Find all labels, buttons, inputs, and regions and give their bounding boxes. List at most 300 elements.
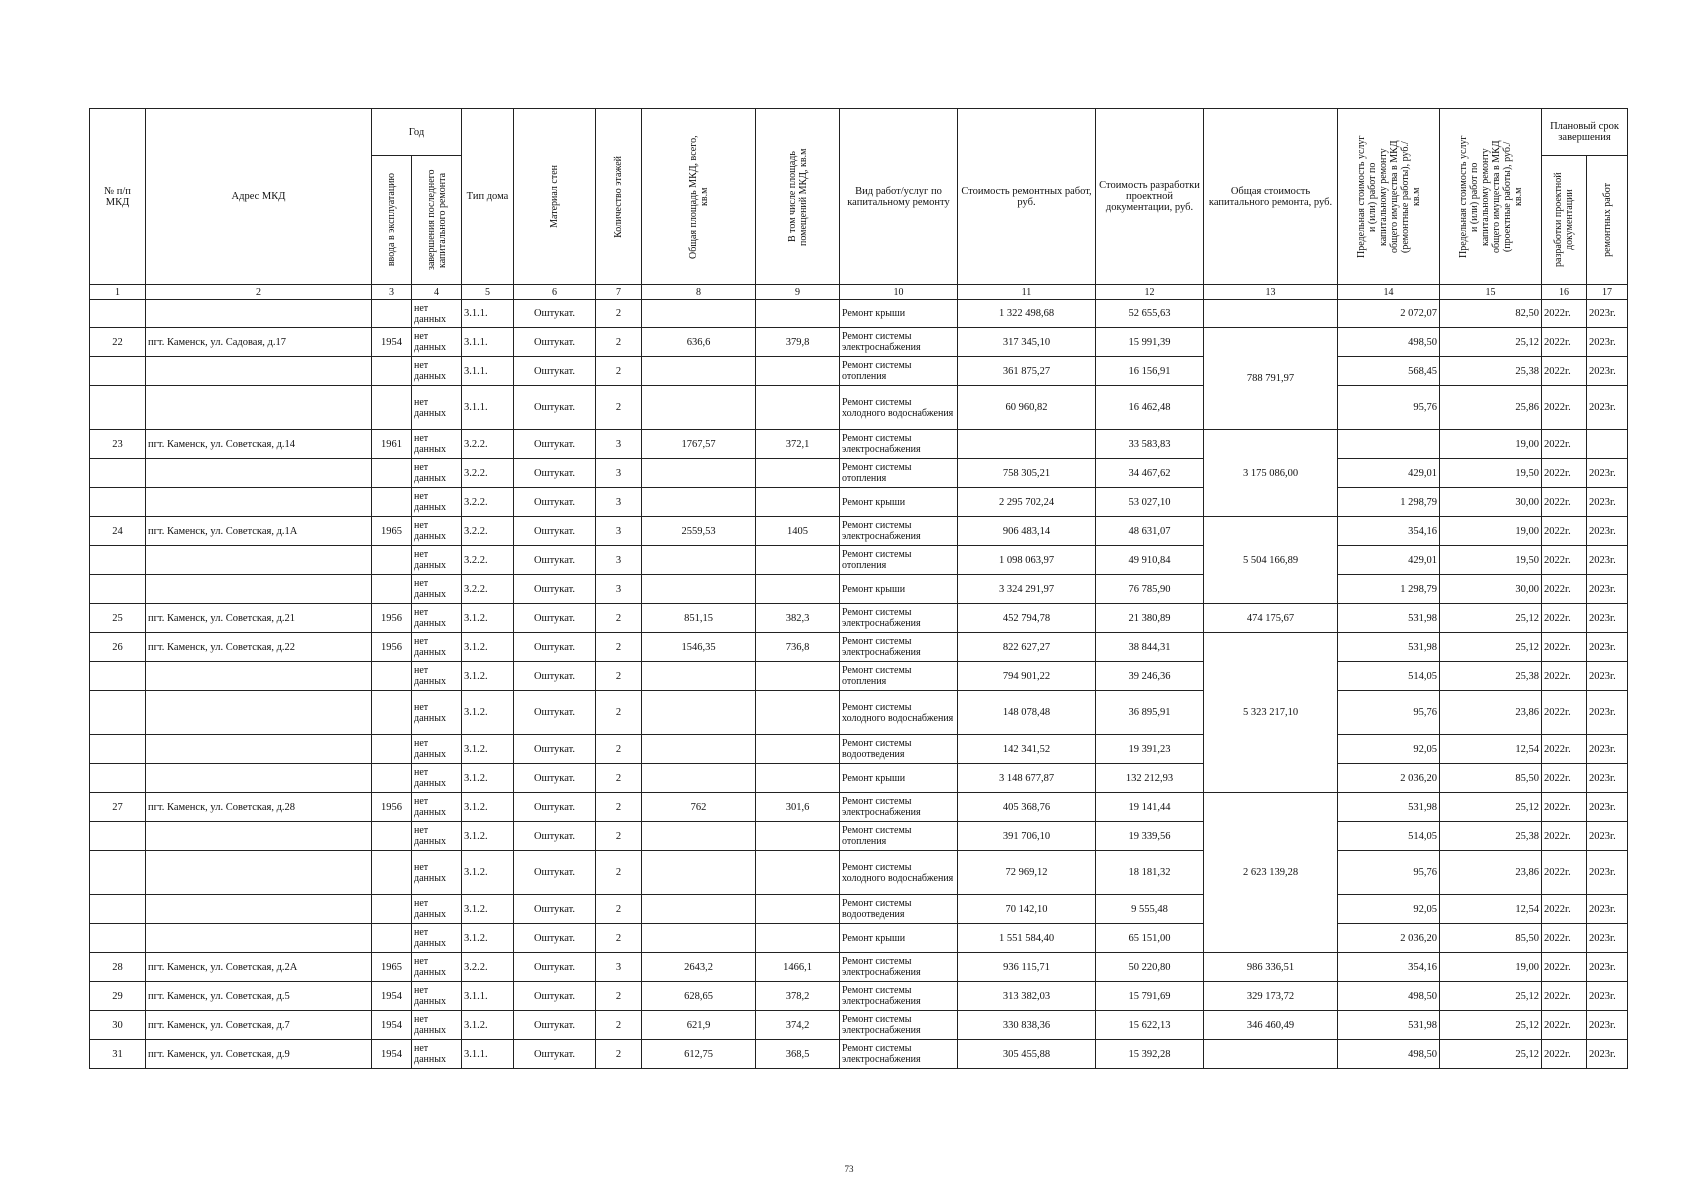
cell-address (146, 924, 372, 953)
cell-num: 23 (90, 430, 146, 459)
cell-walls: Оштукат. (514, 691, 596, 735)
cell-limit-design: 25,38 (1440, 822, 1542, 851)
cell-num: 22 (90, 328, 146, 357)
table-row (90, 1011, 1628, 1040)
cell-deadline-design: 2022г. (1542, 386, 1587, 430)
cell-area-premises: 1405 (756, 517, 840, 546)
cell-house-type: 3.1.2. (462, 633, 514, 662)
header-work-type: Вид работ/услуг по капитальному ремонту (840, 109, 958, 285)
cell-limit-design: 19,00 (1440, 430, 1542, 459)
cell-deadline-repair: 2023г. (1587, 662, 1628, 691)
header-deadline-design: разработки проектной документации (1542, 156, 1587, 285)
column-number: 16 (1542, 285, 1587, 300)
cell-cost-total: 474 175,67 (1204, 604, 1338, 633)
cell-area-total: 1546,35 (642, 633, 756, 662)
cell-cost-design: 53 027,10 (1096, 488, 1204, 517)
cell-work-type: Ремонт системы электроснабжения (840, 982, 958, 1011)
table-row (90, 822, 1628, 851)
cell-num (90, 488, 146, 517)
cell-cost-design: 15 991,39 (1096, 328, 1204, 357)
cell-floors: 2 (596, 604, 642, 633)
cell-year-last-repair: нет данных (412, 386, 462, 430)
column-number: 3 (372, 285, 412, 300)
cell-house-type: 3.2.2. (462, 575, 514, 604)
cell-year-last-repair: нет данных (412, 1040, 462, 1069)
cell-cost-design: 33 583,83 (1096, 430, 1204, 459)
cell-work-type: Ремонт системы отопления (840, 546, 958, 575)
cell-area-premises: 382,3 (756, 604, 840, 633)
cell-area-premises (756, 691, 840, 735)
cell-cost-repair: 1 322 498,68 (958, 300, 1096, 328)
cell-cost-repair: 2 295 702,24 (958, 488, 1096, 517)
cell-year-commission: 1965 (372, 517, 412, 546)
cell-house-type: 3.1.2. (462, 1011, 514, 1040)
header-year: Год (372, 109, 462, 156)
cell-limit-repair: 531,98 (1338, 604, 1440, 633)
cell-house-type: 3.1.2. (462, 735, 514, 764)
cell-house-type: 3.1.2. (462, 924, 514, 953)
cell-cost-design: 19 141,44 (1096, 793, 1204, 822)
cell-limit-repair: 95,76 (1338, 691, 1440, 735)
cell-year-commission (372, 895, 412, 924)
cell-house-type: 3.2.2. (462, 459, 514, 488)
cell-work-type: Ремонт системы холодного водоснабжения (840, 386, 958, 430)
table-row (90, 691, 1628, 735)
cell-address (146, 386, 372, 430)
cell-num (90, 895, 146, 924)
cell-house-type: 3.2.2. (462, 488, 514, 517)
cell-year-commission: 1956 (372, 633, 412, 662)
cell-floors: 2 (596, 793, 642, 822)
cell-area-premises (756, 662, 840, 691)
cell-address (146, 764, 372, 793)
column-number: 17 (1587, 285, 1628, 300)
cell-limit-design: 25,12 (1440, 793, 1542, 822)
cell-walls: Оштукат. (514, 328, 596, 357)
cell-deadline-repair: 2023г. (1587, 459, 1628, 488)
cell-area-total (642, 386, 756, 430)
cell-area-total (642, 735, 756, 764)
cell-cost-repair: 1 098 063,97 (958, 546, 1096, 575)
cell-limit-design: 19,00 (1440, 517, 1542, 546)
cell-area-premises: 301,6 (756, 793, 840, 822)
cell-deadline-design: 2022г. (1542, 953, 1587, 982)
cell-floors: 2 (596, 1040, 642, 1069)
cell-limit-design: 12,54 (1440, 735, 1542, 764)
cell-limit-repair: 429,01 (1338, 546, 1440, 575)
cell-deadline-design: 2022г. (1542, 793, 1587, 822)
table-row (90, 662, 1628, 691)
header-house-type: Тип дома (462, 109, 514, 285)
cell-address (146, 300, 372, 328)
cell-cost-total: 788 791,97 (1204, 328, 1338, 430)
cell-year-last-repair: нет данных (412, 691, 462, 735)
cell-deadline-design: 2022г. (1542, 764, 1587, 793)
cell-area-total (642, 546, 756, 575)
cell-deadline-repair (1587, 430, 1628, 459)
cell-deadline-repair: 2023г. (1587, 575, 1628, 604)
header-limit-design: Предельная стоимость услуг и (или) работ по капитальному ремонту общего имущества в МКД (проектные работы), руб./кв.м (1440, 109, 1542, 285)
cell-cost-repair: 405 368,76 (958, 793, 1096, 822)
cell-area-total (642, 895, 756, 924)
cell-walls: Оштукат. (514, 764, 596, 793)
cell-cost-repair: 317 345,10 (958, 328, 1096, 357)
cell-year-commission: 1954 (372, 982, 412, 1011)
cell-deadline-design: 2022г. (1542, 300, 1587, 328)
cell-year-last-repair: нет данных (412, 895, 462, 924)
cell-floors: 2 (596, 662, 642, 691)
header-year-last-repair: завершения последнего капитального ремонта (412, 156, 462, 285)
table-row (90, 764, 1628, 793)
cell-floors: 3 (596, 430, 642, 459)
cell-work-type: Ремонт системы электроснабжения (840, 604, 958, 633)
cell-limit-repair: 2 036,20 (1338, 764, 1440, 793)
cell-address: пгт. Каменск, ул. Советская, д.5 (146, 982, 372, 1011)
column-number: 4 (412, 285, 462, 300)
cell-cost-design: 36 895,91 (1096, 691, 1204, 735)
cell-area-premises: 374,2 (756, 1011, 840, 1040)
header-address: Адрес МКД (146, 109, 372, 285)
cell-cost-total: 3 175 086,00 (1204, 430, 1338, 517)
cell-num (90, 386, 146, 430)
cell-deadline-repair: 2023г. (1587, 1011, 1628, 1040)
header-cost-total: Общая стоимость капитального ремонта, руб. (1204, 109, 1338, 285)
cell-year-commission: 1956 (372, 604, 412, 633)
cell-deadline-design: 2022г. (1542, 851, 1587, 895)
cell-year-last-repair: нет данных (412, 459, 462, 488)
cell-cost-design: 38 844,31 (1096, 633, 1204, 662)
cell-work-type: Ремонт системы электроснабжения (840, 328, 958, 357)
cell-cost-repair: 1 551 584,40 (958, 924, 1096, 953)
cell-limit-repair: 514,05 (1338, 822, 1440, 851)
header-year-commission: ввода в эксплуатацию (372, 156, 412, 285)
cell-limit-design: 25,12 (1440, 633, 1542, 662)
cell-work-type: Ремонт системы водоотведения (840, 735, 958, 764)
cell-deadline-design: 2022г. (1542, 459, 1587, 488)
cell-limit-design: 30,00 (1440, 488, 1542, 517)
cell-year-last-repair: нет данных (412, 764, 462, 793)
cell-cost-design: 65 151,00 (1096, 924, 1204, 953)
cell-limit-design: 23,86 (1440, 851, 1542, 895)
cell-address: пгт. Каменск, ул. Советская, д.9 (146, 1040, 372, 1069)
cell-work-type: Ремонт системы отопления (840, 662, 958, 691)
table-row (90, 953, 1628, 982)
cell-year-commission (372, 735, 412, 764)
cell-cost-total (1204, 1040, 1338, 1069)
cell-area-total (642, 300, 756, 328)
cell-cost-design: 132 212,93 (1096, 764, 1204, 793)
cell-year-last-repair: нет данных (412, 633, 462, 662)
cell-deadline-repair: 2023г. (1587, 691, 1628, 735)
cell-cost-total: 5 504 166,89 (1204, 517, 1338, 604)
cell-limit-design: 19,50 (1440, 459, 1542, 488)
column-number: 7 (596, 285, 642, 300)
cell-cost-design: 18 181,32 (1096, 851, 1204, 895)
cell-cost-design: 21 380,89 (1096, 604, 1204, 633)
cell-house-type: 3.1.2. (462, 851, 514, 895)
cell-cost-design: 52 655,63 (1096, 300, 1204, 328)
cell-deadline-design: 2022г. (1542, 822, 1587, 851)
table-row (90, 633, 1628, 662)
cell-limit-design: 30,00 (1440, 575, 1542, 604)
cell-floors: 2 (596, 1011, 642, 1040)
cell-address: пгт. Каменск, ул. Советская, д.1А (146, 517, 372, 546)
cell-limit-repair: 531,98 (1338, 793, 1440, 822)
cell-limit-repair: 429,01 (1338, 459, 1440, 488)
cell-year-commission (372, 546, 412, 575)
cell-walls: Оштукат. (514, 1040, 596, 1069)
cell-walls: Оштукат. (514, 953, 596, 982)
cell-cost-design: 76 785,90 (1096, 575, 1204, 604)
cell-limit-repair: 514,05 (1338, 662, 1440, 691)
cell-address: пгт. Каменск, ул. Садовая, д.17 (146, 328, 372, 357)
cell-cost-design: 16 156,91 (1096, 357, 1204, 386)
cell-num (90, 924, 146, 953)
cell-address: пгт. Каменск, ул. Советская, д.21 (146, 604, 372, 633)
cell-limit-repair (1338, 430, 1440, 459)
cell-year-commission: 1961 (372, 430, 412, 459)
cell-deadline-repair: 2023г. (1587, 633, 1628, 662)
cell-address (146, 735, 372, 764)
column-number: 12 (1096, 285, 1204, 300)
cell-cost-total: 329 173,72 (1204, 982, 1338, 1011)
cell-house-type: 3.1.2. (462, 662, 514, 691)
cell-limit-repair: 92,05 (1338, 735, 1440, 764)
cell-year-commission (372, 300, 412, 328)
header-area-premises: В том числе площадь помещений МКД, кв.м (756, 109, 840, 285)
header-deadline-repair: ремонтных работ (1587, 156, 1628, 285)
cell-deadline-repair: 2023г. (1587, 735, 1628, 764)
cell-deadline-repair: 2023г. (1587, 1040, 1628, 1069)
cell-num: 24 (90, 517, 146, 546)
cell-deadline-design: 2022г. (1542, 328, 1587, 357)
cell-deadline-design: 2022г. (1542, 895, 1587, 924)
cell-deadline-design: 2022г. (1542, 982, 1587, 1011)
table-row (90, 386, 1628, 430)
cell-area-premises (756, 575, 840, 604)
cell-deadline-repair: 2023г. (1587, 953, 1628, 982)
cell-deadline-repair: 2023г. (1587, 386, 1628, 430)
cell-limit-repair: 354,16 (1338, 953, 1440, 982)
cell-limit-design: 25,12 (1440, 1011, 1542, 1040)
cell-house-type: 3.1.2. (462, 604, 514, 633)
cell-year-commission (372, 662, 412, 691)
cell-limit-repair: 92,05 (1338, 895, 1440, 924)
cell-year-commission (372, 357, 412, 386)
cell-year-last-repair: нет данных (412, 1011, 462, 1040)
cell-area-premises (756, 300, 840, 328)
cell-address (146, 662, 372, 691)
table-body (90, 300, 1628, 1069)
cell-floors: 2 (596, 735, 642, 764)
header-walls: Материал стен (514, 109, 596, 285)
cell-walls: Оштукат. (514, 851, 596, 895)
cell-work-type: Ремонт системы водоотведения (840, 895, 958, 924)
cell-area-premises (756, 851, 840, 895)
cell-area-total: 612,75 (642, 1040, 756, 1069)
cell-walls: Оштукат. (514, 357, 596, 386)
cell-limit-design: 25,38 (1440, 357, 1542, 386)
cell-limit-design: 25,12 (1440, 604, 1542, 633)
cell-area-total (642, 662, 756, 691)
cell-house-type: 3.2.2. (462, 953, 514, 982)
table-row (90, 488, 1628, 517)
cell-area-premises: 372,1 (756, 430, 840, 459)
cell-work-type: Ремонт крыши (840, 764, 958, 793)
cell-work-type: Ремонт системы холодного водоснабжения (840, 851, 958, 895)
cell-address (146, 851, 372, 895)
cell-work-type: Ремонт крыши (840, 575, 958, 604)
cell-num: 31 (90, 1040, 146, 1069)
cell-year-commission (372, 822, 412, 851)
cell-cost-repair: 794 901,22 (958, 662, 1096, 691)
cell-walls: Оштукат. (514, 488, 596, 517)
cell-num: 30 (90, 1011, 146, 1040)
cell-floors: 2 (596, 300, 642, 328)
cell-year-last-repair: нет данных (412, 604, 462, 633)
cell-floors: 3 (596, 459, 642, 488)
cell-num (90, 546, 146, 575)
cell-address: пгт. Каменск, ул. Советская, д.28 (146, 793, 372, 822)
header-area-total: Общая площадь МКД, всего, кв.м (642, 109, 756, 285)
cell-year-commission (372, 924, 412, 953)
table-row (90, 851, 1628, 895)
table-row (90, 575, 1628, 604)
cell-walls: Оштукат. (514, 895, 596, 924)
cell-num (90, 851, 146, 895)
cell-floors: 2 (596, 328, 642, 357)
cell-work-type: Ремонт системы электроснабжения (840, 633, 958, 662)
cell-deadline-design: 2022г. (1542, 575, 1587, 604)
cell-deadline-repair: 2023г. (1587, 764, 1628, 793)
cell-num: 27 (90, 793, 146, 822)
cell-address (146, 459, 372, 488)
cell-num: 26 (90, 633, 146, 662)
cell-address (146, 546, 372, 575)
cell-house-type: 3.1.1. (462, 982, 514, 1011)
cell-walls: Оштукат. (514, 300, 596, 328)
cell-limit-design: 23,86 (1440, 691, 1542, 735)
cell-limit-repair: 531,98 (1338, 1011, 1440, 1040)
cell-year-last-repair: нет данных (412, 546, 462, 575)
cell-work-type: Ремонт системы электроснабжения (840, 793, 958, 822)
cell-house-type: 3.1.2. (462, 895, 514, 924)
column-number-row (90, 285, 1628, 300)
cell-deadline-design: 2022г. (1542, 430, 1587, 459)
cell-area-total: 628,65 (642, 982, 756, 1011)
cell-house-type: 3.1.2. (462, 691, 514, 735)
cell-work-type: Ремонт системы электроснабжения (840, 953, 958, 982)
cell-cost-design: 49 910,84 (1096, 546, 1204, 575)
cell-num (90, 300, 146, 328)
cell-deadline-repair: 2023г. (1587, 300, 1628, 328)
cell-area-total (642, 764, 756, 793)
cell-area-total (642, 822, 756, 851)
cell-limit-design: 19,50 (1440, 546, 1542, 575)
header-cost-repair: Стоимость ремонтных работ, руб. (958, 109, 1096, 285)
cell-area-total (642, 488, 756, 517)
table-row (90, 895, 1628, 924)
cell-house-type: 3.2.2. (462, 430, 514, 459)
cell-num (90, 764, 146, 793)
cell-year-commission: 1954 (372, 1040, 412, 1069)
table-row (90, 430, 1628, 459)
cell-walls: Оштукат. (514, 735, 596, 764)
cell-walls: Оштукат. (514, 546, 596, 575)
cell-year-commission (372, 691, 412, 735)
cell-limit-repair: 2 072,07 (1338, 300, 1440, 328)
header-floors: Количество этажей (596, 109, 642, 285)
cell-address (146, 691, 372, 735)
cell-limit-design: 25,38 (1440, 662, 1542, 691)
cell-area-premises: 1466,1 (756, 953, 840, 982)
cell-year-last-repair: нет данных (412, 662, 462, 691)
cell-address: пгт. Каменск, ул. Советская, д.2А (146, 953, 372, 982)
cell-num (90, 691, 146, 735)
cell-year-last-repair: нет данных (412, 982, 462, 1011)
header-limit-repair: Предельная стоимость услуг и (или) работ по капитальному ремонту общего имущества в МКД (ремонтные работы), руб./кв.м (1338, 109, 1440, 285)
cell-cost-repair: 361 875,27 (958, 357, 1096, 386)
cell-deadline-design: 2022г. (1542, 735, 1587, 764)
cell-house-type: 3.1.1. (462, 386, 514, 430)
cell-cost-total: 5 323 217,10 (1204, 633, 1338, 793)
cell-cost-repair: 305 455,88 (958, 1040, 1096, 1069)
cell-cost-total: 986 336,51 (1204, 953, 1338, 982)
cell-deadline-repair: 2023г. (1587, 604, 1628, 633)
column-number: 6 (514, 285, 596, 300)
cell-cost-repair: 758 305,21 (958, 459, 1096, 488)
cell-walls: Оштукат. (514, 459, 596, 488)
cell-area-total: 636,6 (642, 328, 756, 357)
header-deadline: Плановый срок завершения (1542, 109, 1628, 156)
cell-walls: Оштукат. (514, 633, 596, 662)
cell-address (146, 357, 372, 386)
table-row (90, 735, 1628, 764)
cell-limit-repair: 568,45 (1338, 357, 1440, 386)
table-row (90, 357, 1628, 386)
cell-work-type: Ремонт крыши (840, 300, 958, 328)
cell-year-commission (372, 386, 412, 430)
cell-address (146, 575, 372, 604)
cell-year-last-repair: нет данных (412, 851, 462, 895)
cell-house-type: 3.1.1. (462, 328, 514, 357)
cell-cost-design: 39 246,36 (1096, 662, 1204, 691)
cell-year-commission: 1956 (372, 793, 412, 822)
cell-deadline-design: 2022г. (1542, 604, 1587, 633)
cell-walls: Оштукат. (514, 517, 596, 546)
header-num: № п/п МКД (90, 109, 146, 285)
cell-cost-repair: 936 115,71 (958, 953, 1096, 982)
cell-floors: 3 (596, 517, 642, 546)
cell-num (90, 662, 146, 691)
cell-area-premises: 368,5 (756, 1040, 840, 1069)
cell-house-type: 3.1.1. (462, 357, 514, 386)
cell-year-last-repair: нет данных (412, 328, 462, 357)
cell-house-type: 3.1.2. (462, 793, 514, 822)
cell-area-total: 2643,2 (642, 953, 756, 982)
cell-floors: 2 (596, 924, 642, 953)
cell-walls: Оштукат. (514, 924, 596, 953)
cell-year-commission (372, 575, 412, 604)
cell-floors: 2 (596, 851, 642, 895)
table-row (90, 1040, 1628, 1069)
cell-cost-design: 15 392,28 (1096, 1040, 1204, 1069)
cell-cost-design: 50 220,80 (1096, 953, 1204, 982)
cell-limit-repair: 1 298,79 (1338, 575, 1440, 604)
cell-work-type: Ремонт системы отопления (840, 822, 958, 851)
cell-deadline-design: 2022г. (1542, 1011, 1587, 1040)
cell-deadline-repair: 2023г. (1587, 851, 1628, 895)
